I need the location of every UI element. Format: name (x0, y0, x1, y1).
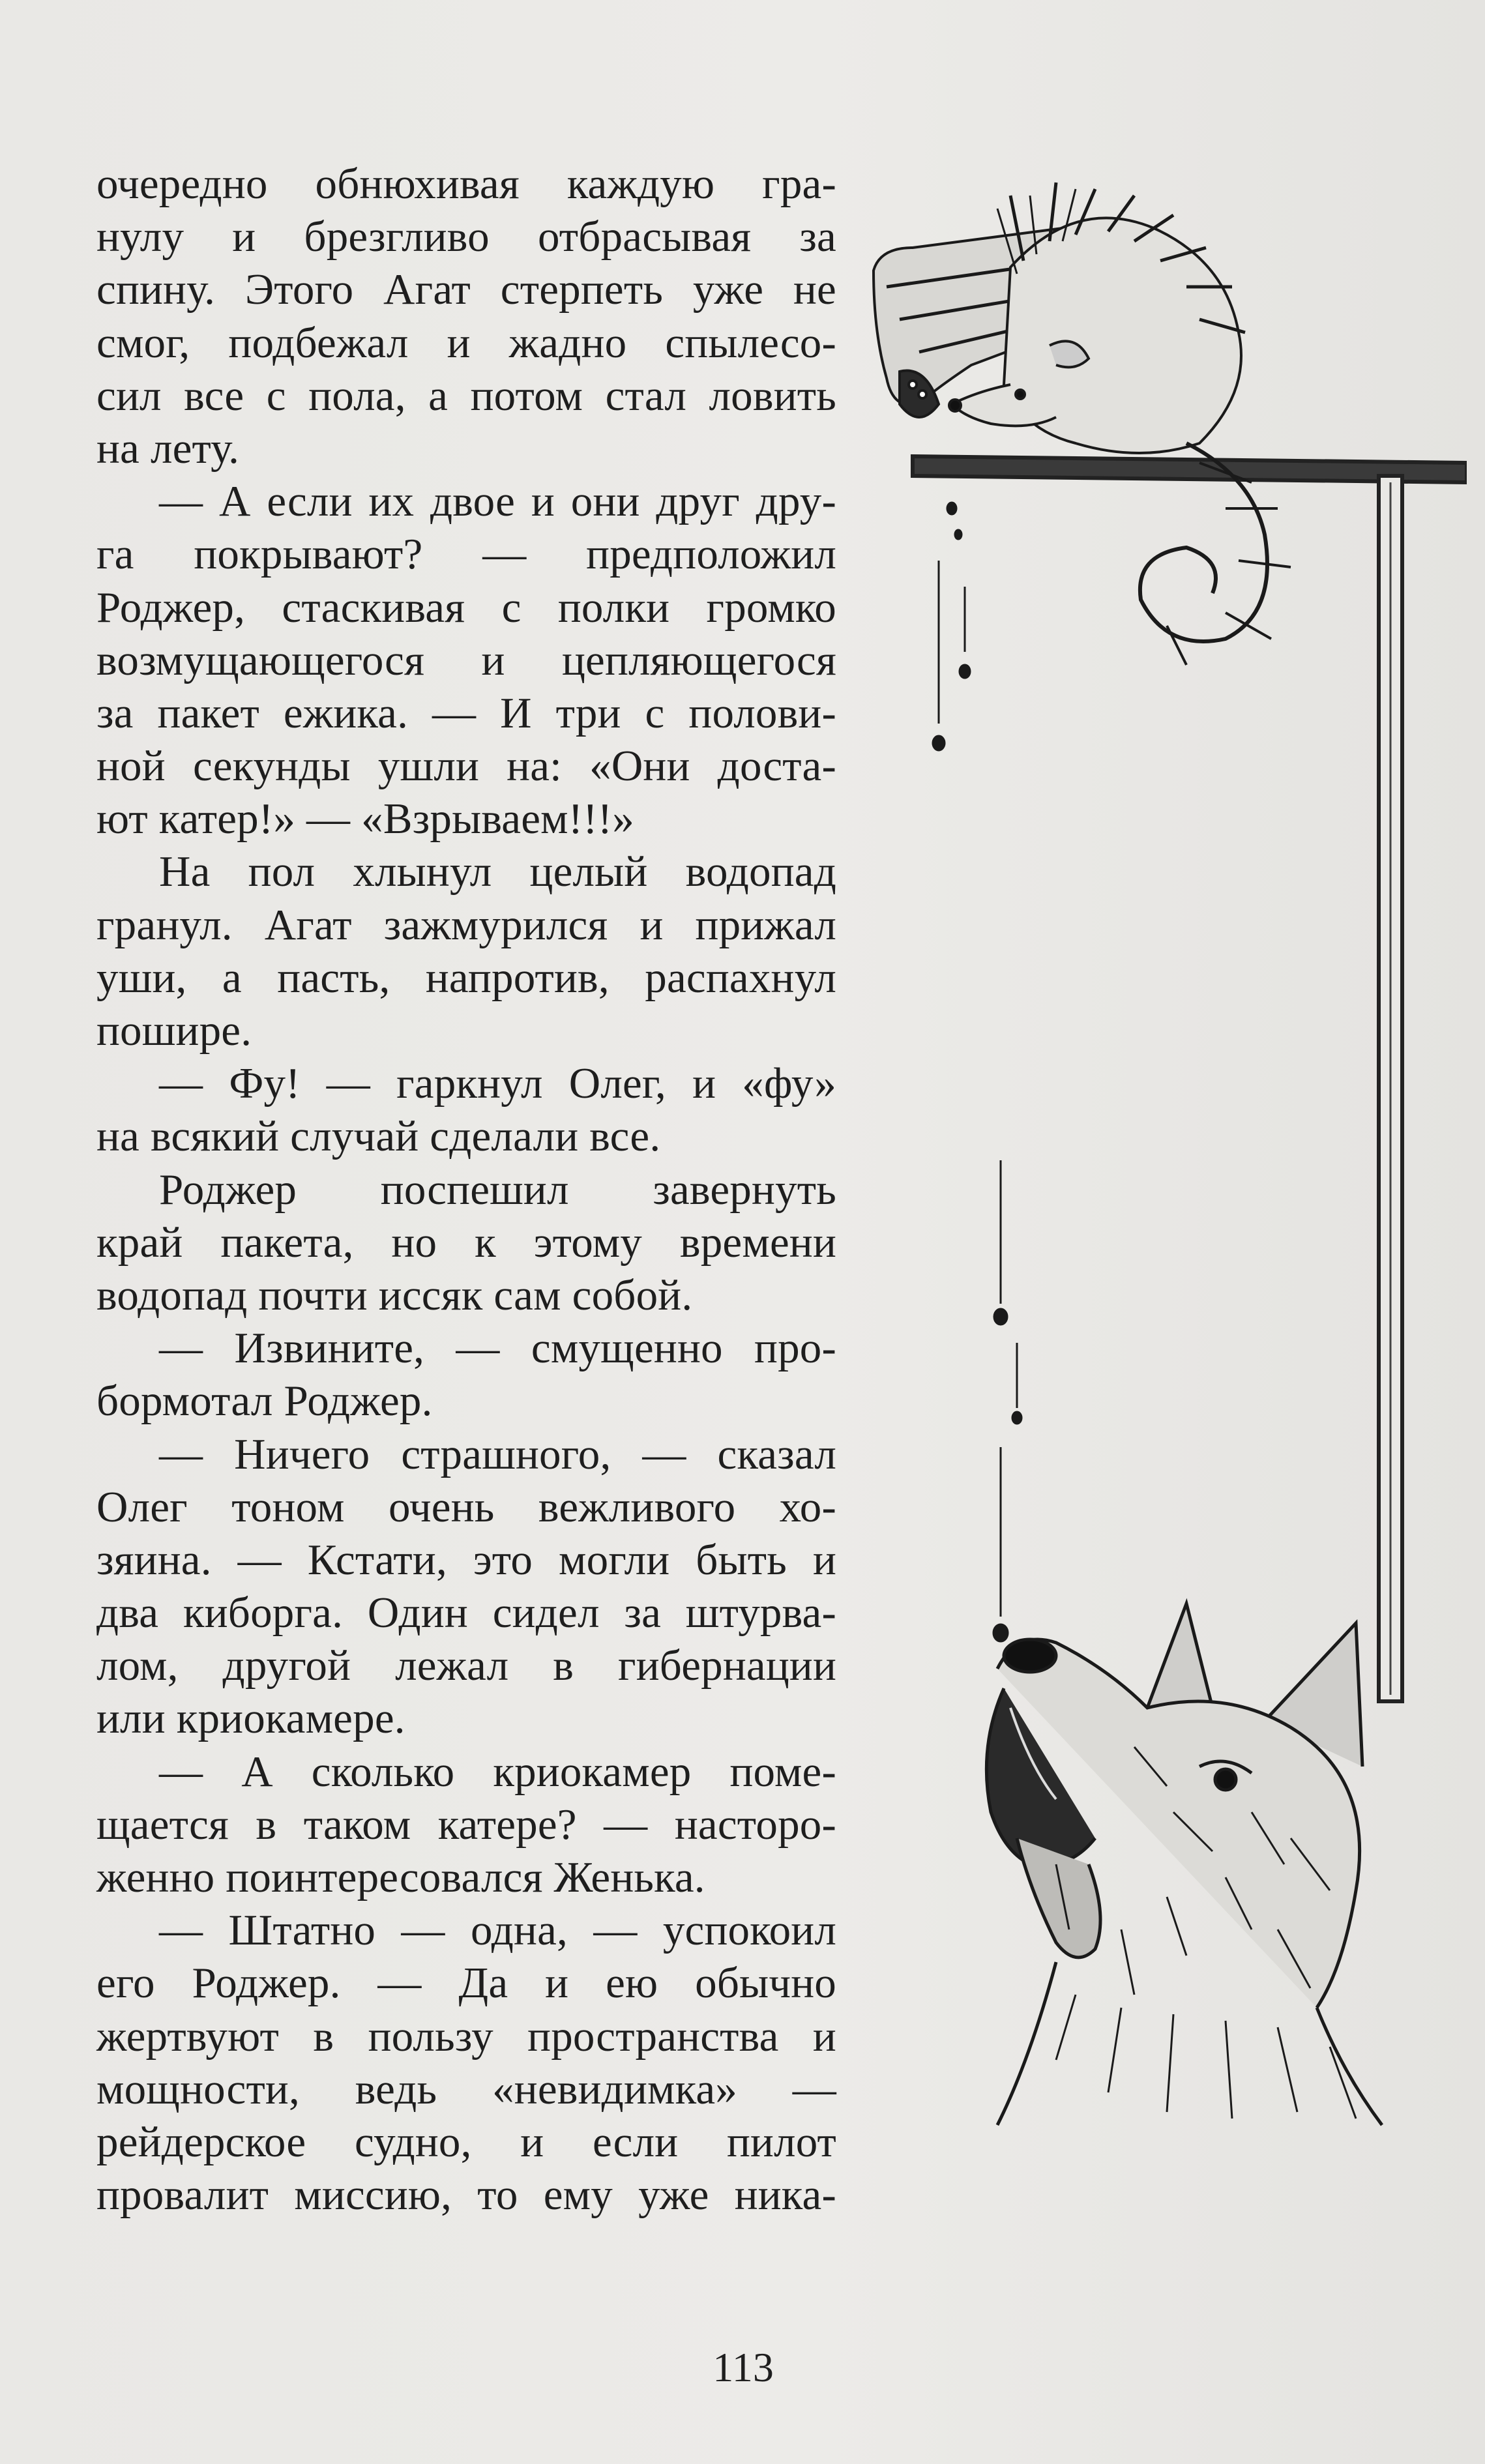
text-line: нулу и брезгливо отбрасывая за (96, 213, 836, 261)
text-line: два киборга. Один сидел за штурва- (96, 1589, 836, 1637)
text-line: край пакета, но к этому времени (96, 1218, 836, 1267)
falling-granules-icon (932, 502, 1022, 1642)
shelf-icon (913, 456, 1467, 1701)
text-line: — Фу! — гаркнул Олег, и «фу» (159, 1059, 836, 1108)
text-line: жертвуют в пользу пространства и (96, 2012, 836, 2061)
text-line: пошире. (96, 1006, 252, 1055)
text-line: Роджер поспешил завернуть (159, 1165, 836, 1214)
text-line: ют катер!» — «Взрываем!!!» (96, 795, 635, 843)
text-line: бормотал Роджер. (96, 1377, 433, 1426)
text-line: смог, подбежал и жадно спылесо- (96, 318, 836, 367)
text-line: сил все с пола, а потом стал ловить (96, 371, 836, 420)
text-line: или криокамере. (96, 1694, 405, 1743)
text-line: зяина. — Кстати, это могли быть и (96, 1535, 836, 1584)
text-line: его Роджер. — Да и ею обычно (96, 1959, 836, 2008)
text-line: за пакет ежика. — И три с полови- (96, 688, 836, 737)
text-line: на лету. (96, 424, 240, 473)
text-line: гранул. Агат зажмурился и прижал (96, 900, 836, 949)
text-line: провалит миссию, то ему уже ника- (96, 2171, 836, 2220)
text-line: щается в таком катере? — насторо- (96, 1800, 836, 1849)
text-line: очередно обнюхивая каждую гра- (96, 160, 836, 208)
text-line: возмущающегося и цепляющегося (96, 636, 836, 684)
text-line: — Ничего страшного, — сказал (159, 1430, 836, 1478)
text-line: спину. Этого Агат стерпеть уже не (96, 265, 836, 314)
text-line: Олег тоном очень вежливого хо- (96, 1482, 836, 1531)
text-line: на всякий случай сделали все. (96, 1112, 661, 1161)
text-line: уши, а пасть, напротив, распахнул (96, 953, 836, 1002)
illustration (860, 169, 1467, 2321)
shepherd-dog-head-icon (986, 1604, 1382, 2125)
text-line: — Извините, — смущенно про- (159, 1324, 836, 1373)
text-line: водопад почти иссяк сам собой. (96, 1270, 693, 1319)
text-line: ной секунды ушли на: «Они доста- (96, 742, 836, 791)
page-number: 113 (713, 2344, 774, 2390)
text-line: рейдерское судно, и если пилот (96, 2117, 836, 2166)
hedgehog-on-shelf-icon (874, 183, 1291, 665)
text-line: — А сколько криокамер поме- (159, 1747, 836, 1796)
text-line: мощности, ведь «невидимка» — (96, 2064, 836, 2113)
body-text (96, 158, 836, 2222)
text-line: — Штатно — одна, — успокоил (159, 1906, 836, 1955)
text-line: На пол хлынул целый водопад (159, 847, 836, 896)
text-line: лом, другой лежал в гибернации (96, 1641, 836, 1690)
text-line: Роджер, стаскивая с полки громко (96, 583, 836, 632)
text-line: га покрывают? — предположил (96, 530, 836, 579)
text-line: — А если их двое и они друг дру- (159, 477, 836, 526)
text-line: женно поинтересовался Женька. (96, 1853, 705, 1901)
